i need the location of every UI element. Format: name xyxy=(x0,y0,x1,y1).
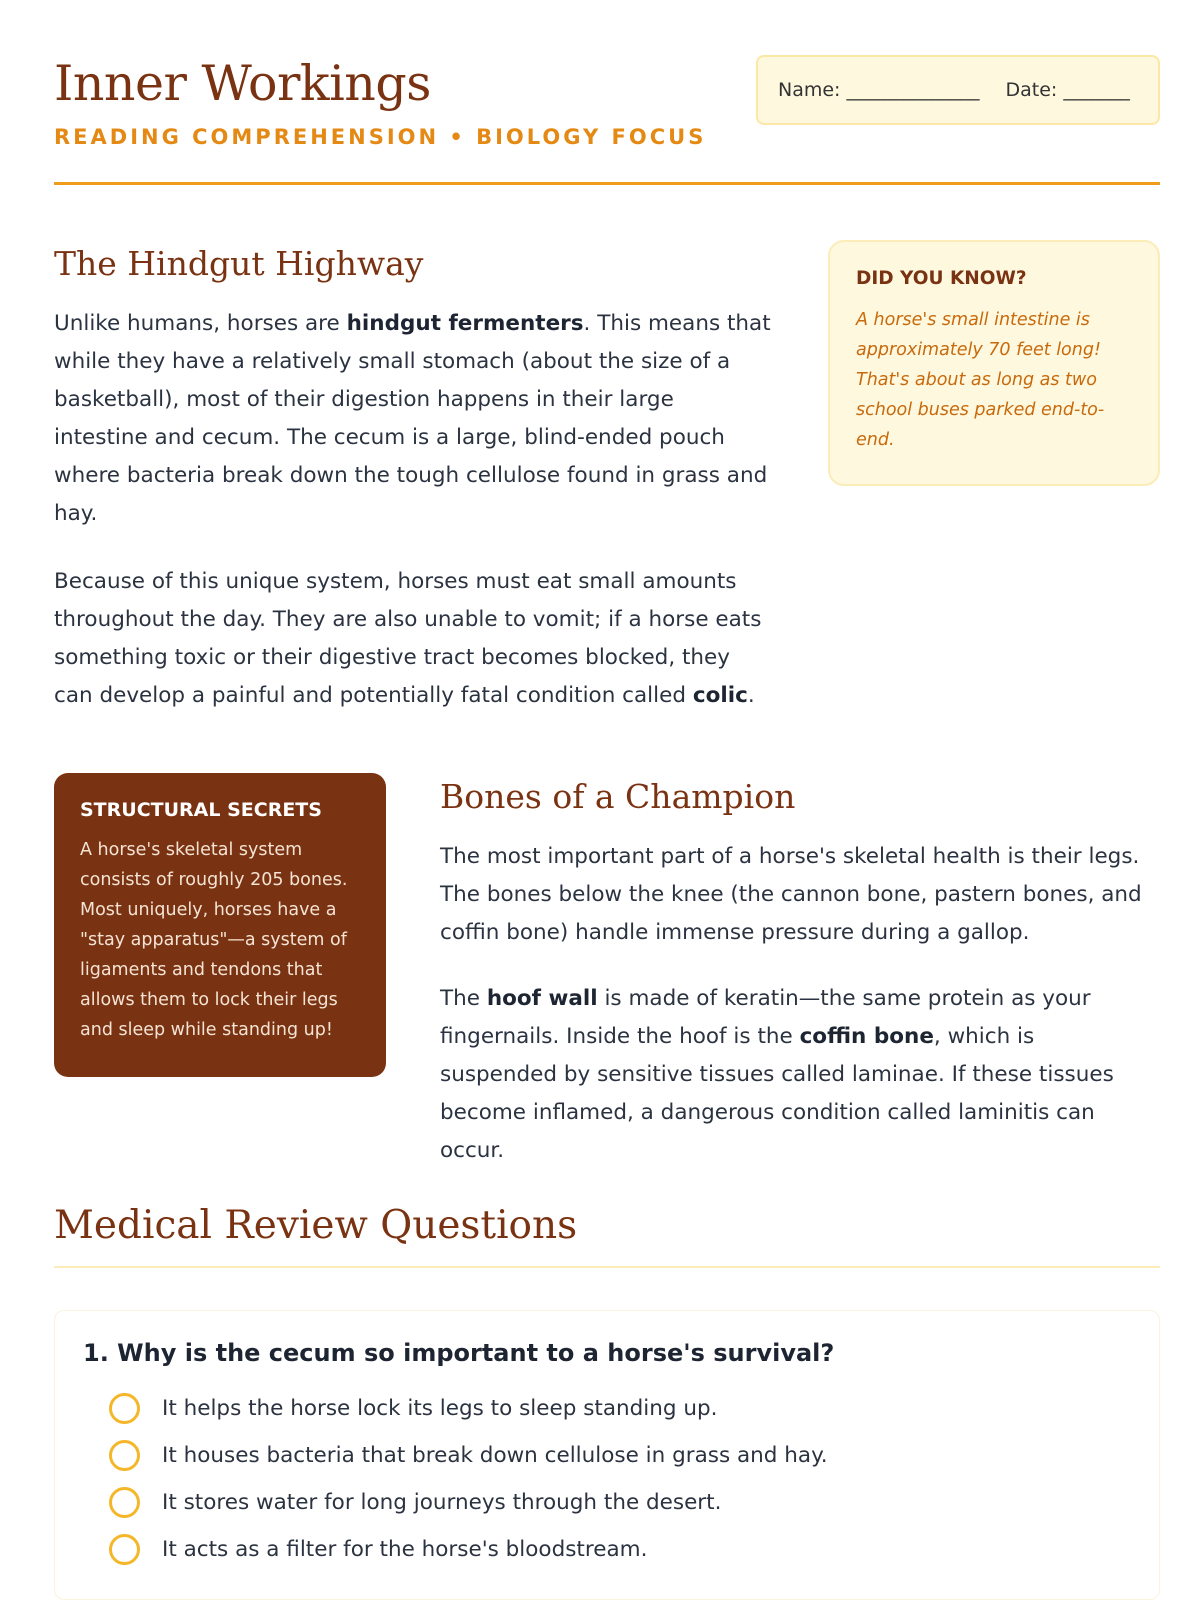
option-label: It stores water for long journeys through the desert. xyxy=(162,1490,722,1515)
term-hindgut-fermenters: hindgut fermenters xyxy=(346,311,584,336)
answer-option[interactable] xyxy=(109,1479,1131,1526)
callout-text: A horse's skeletal system consists of roughly 205 bones. Most uniquely, horses have a "stay apparatus"—a system of ligaments and tendons that allows them to lock their legs and sleep while standing up! xyxy=(80,840,348,1040)
answer-option[interactable] xyxy=(109,1432,1131,1479)
option-label: It helps the horse lock its legs to sleep standing up. xyxy=(162,1396,718,1421)
term-coffin-bone: coffin bone xyxy=(799,1024,934,1049)
bones-paragraph-2: The hoof wall is made of keratin—the same protein as your fingernails. Inside the hoof is the coffin bone, which is suspended by sensitive tissues called laminae. If these tissues become inflamed, a dangerous condition called laminitis can occur. xyxy=(440,986,1114,1163)
worksheet-page xyxy=(54,0,1160,1600)
answer-options xyxy=(83,1385,1131,1573)
option-label: It houses bacteria that break down cellulose in grass and hay. xyxy=(162,1443,828,1468)
term-hoof-wall: hoof wall xyxy=(486,986,598,1011)
structural-secrets-callout xyxy=(54,773,386,1077)
question-text: 1. Why is the cecum so important to a horse's survival? xyxy=(83,1339,835,1367)
callout-text: A horse's small intestine is approximately 70 feet long! That's about as long as two school buses parked end-to-end. xyxy=(856,310,1105,450)
name-date-box xyxy=(756,55,1160,125)
radio-button[interactable] xyxy=(109,1440,140,1471)
page-subtitle: READING COMPREHENSION • BIOLOGY FOCUS xyxy=(54,125,707,149)
name-field[interactable]: Name: ______________ xyxy=(778,79,980,101)
term-colic: colic xyxy=(692,683,748,708)
worksheet-header xyxy=(54,55,1160,185)
radio-button[interactable] xyxy=(109,1487,140,1518)
hindgut-paragraph-1: Unlike humans, horses are hindgut fermenters. This means that while they have a relatively small stomach (about the size of a basketball), most of their digestion happens in their large intestine and cecum. The cecum is a large, blind-ended pouch where bacteria break down the tough cellulose found in grass and hay. xyxy=(54,311,771,526)
callout-title: STRUCTURAL SECRETS xyxy=(80,799,322,821)
answer-option[interactable] xyxy=(109,1526,1131,1573)
bones-paragraph-1: The most important part of a horse's skeletal health is their legs. The bones below the knee (the cannon bone, pastern bones, and coffin bone) handle immense pressure during a gallop. xyxy=(440,844,1142,945)
section-title-hindgut: The Hindgut Highway xyxy=(54,244,424,283)
section-title-bones: Bones of a Champion xyxy=(440,777,796,816)
date-field[interactable]: Date: _______ xyxy=(1005,79,1130,101)
radio-button[interactable] xyxy=(109,1393,140,1424)
section-title-review: Medical Review Questions xyxy=(54,1203,578,1248)
option-label: It acts as a filter for the horse's bloodstream. xyxy=(162,1537,648,1562)
radio-button[interactable] xyxy=(109,1534,140,1565)
hindgut-paragraph-2: Because of this unique system, horses must eat small amounts throughout the day. They are also unable to vomit; if a horse eats something toxic or their digestive tract becomes blocked, they can develop a painful and potentially fatal condition called colic. xyxy=(54,569,762,708)
question-card xyxy=(54,1310,1160,1600)
answer-option[interactable] xyxy=(109,1385,1131,1432)
did-you-know-callout xyxy=(828,240,1160,486)
header-divider xyxy=(54,182,1160,185)
callout-title: DID YOU KNOW? xyxy=(856,268,1027,289)
page-title: Inner Workings xyxy=(54,55,431,112)
review-divider xyxy=(54,1266,1160,1268)
